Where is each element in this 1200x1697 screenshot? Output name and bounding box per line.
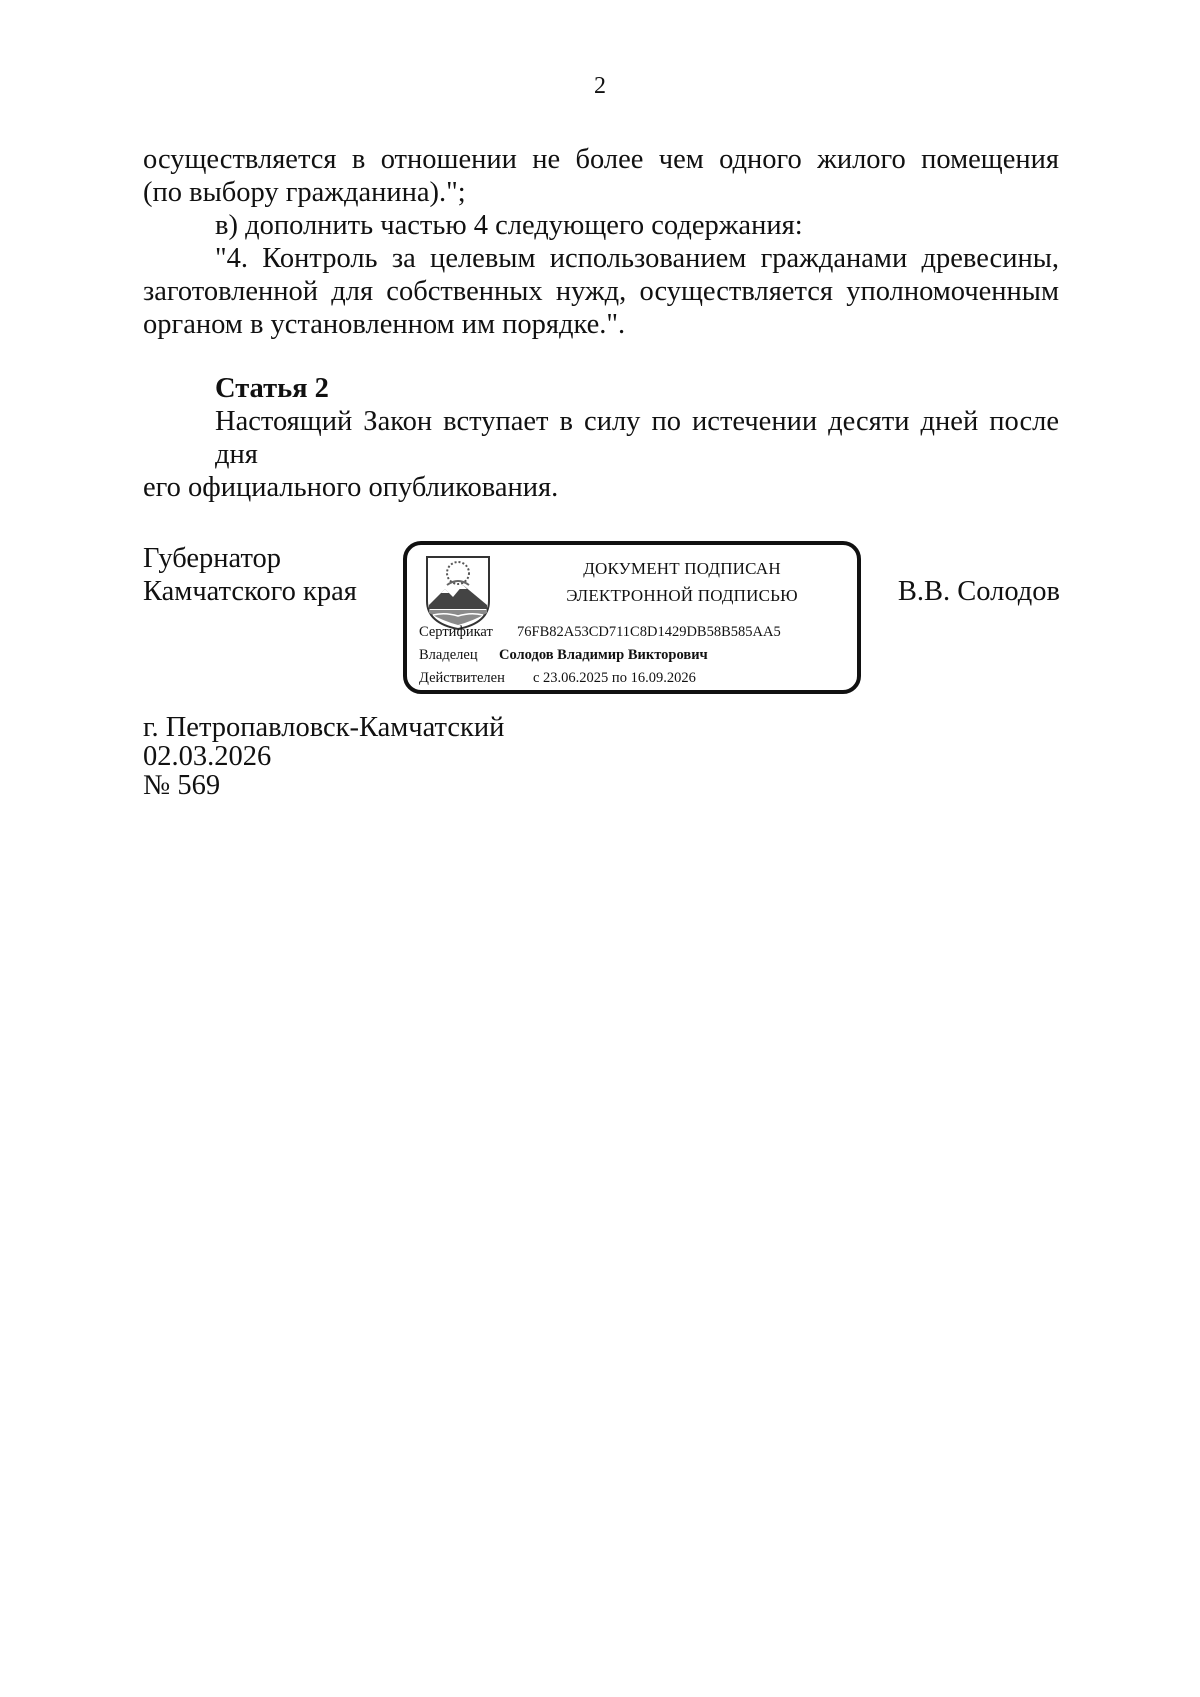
stamp-certificate-row [419,623,781,641]
stamp-title-line: ЭЛЕКТРОННОЙ ПОДПИСЬЮ [566,586,798,605]
signatory-position [143,542,357,608]
paragraph-line: "4. Контроль за целевым использованием гражданами древесины, [215,243,1059,274]
paragraph-line: органом в установленном им порядке.". [143,309,626,340]
stamp-title-line: ДОКУМЕНТ ПОДПИСАН [583,559,781,578]
position-line: Губернатор [143,543,282,574]
paragraph-part-4 [143,242,1059,341]
document-number: № 569 [143,770,221,801]
page-number: 2 [594,73,606,99]
certificate-label: Сертификат [419,624,493,640]
valid-value: с 23.06.2025 по 16.09.2026 [533,670,696,686]
paragraph-line: осуществляется в отношении не более чем одного жилого помещения [143,144,1059,175]
paragraph-continuation [143,143,1059,209]
paragraph-line: заготовленной для собственных нужд, осуществляется уполномоченным [143,276,1059,307]
paragraph-line: Настоящий Закон вступает в силу по истечении десяти дней после дня [215,406,1059,470]
date: 02.03.2026 [143,741,272,772]
paragraph-line: его официального опубликования. [143,472,559,503]
certificate-value: 76FB82A53CD711C8D1429DB58B585AA5 [517,624,781,640]
electronic-signature-stamp [403,541,861,694]
kamchatka-coat-of-arms-icon [423,555,493,631]
stamp-title [507,555,857,609]
owner-value: Солодов Владимир Викторович [499,647,708,663]
article-heading: Статья 2 [215,373,329,404]
city: г. Петропавловск-Камчатский [143,712,505,743]
position-line: Камчатского края [143,576,357,607]
paragraph-amendment-intro [143,209,1059,242]
valid-label: Действителен [419,670,505,686]
paragraph-line: в) дополнить частью 4 следующего содержания: [215,210,803,241]
stamp-owner-row [419,646,708,664]
paragraph-line: (по выбору гражданина)."; [143,177,466,208]
paragraph-article-2 [143,405,1059,504]
owner-label: Владелец [419,647,478,663]
signatory-name: В.В. Солодов [897,576,1060,607]
stamp-validity-row [419,669,696,687]
place-date-number [143,713,504,800]
